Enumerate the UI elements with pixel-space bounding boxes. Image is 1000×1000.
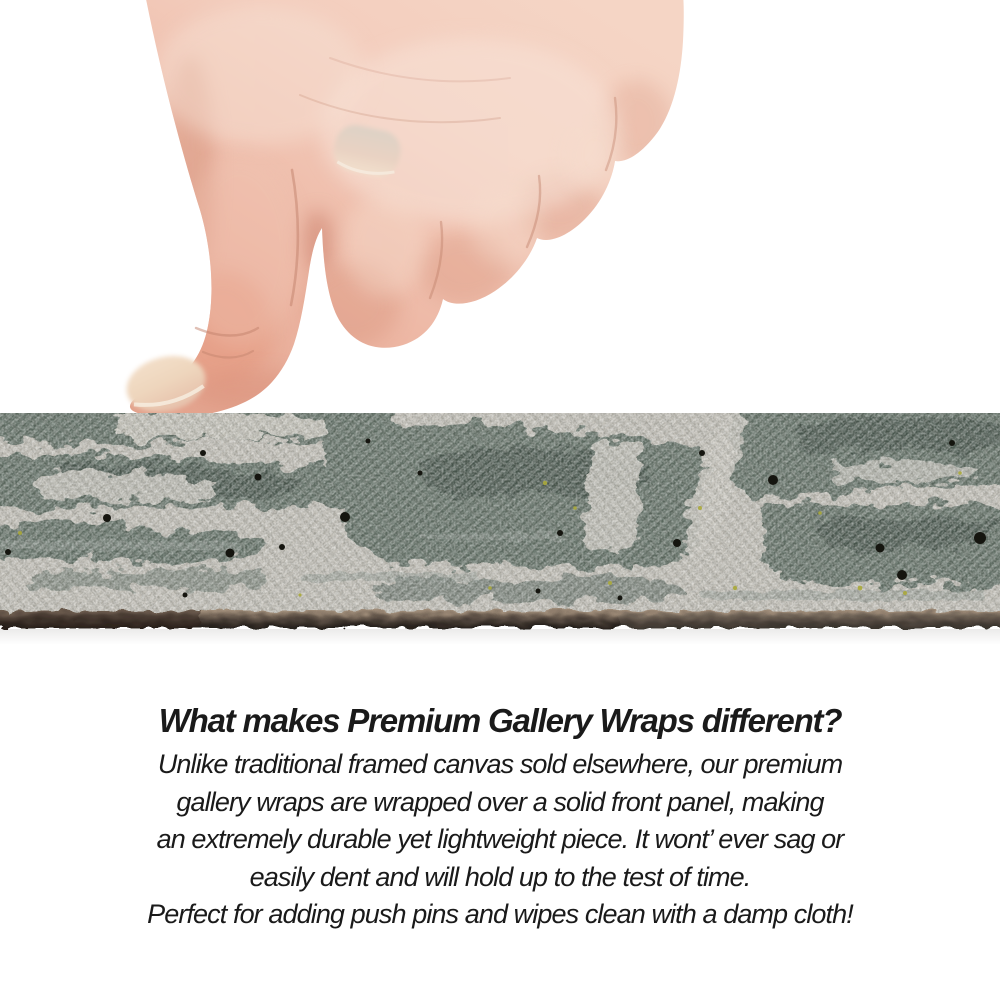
info-line-5: Perfect for adding push pins and wipes clean with a damp cloth! — [147, 899, 853, 929]
info-line-4: easily dent and will hold up to the test of time. — [249, 861, 751, 892]
info-heading: What makes Premium Gallery Wraps different? — [158, 702, 842, 739]
strip-shadow — [0, 629, 1000, 645]
wrap-edge — [0, 611, 1000, 628]
info-line-3: an extremely durable yet lightweight piece. It wont’ ever sag or — [156, 824, 844, 854]
info-line-2: gallery wraps are wrapped over a solid front panel, making — [176, 786, 824, 817]
info-line-1: Unlike traditional framed canvas sold elsewhere, our premium — [157, 749, 843, 779]
grain-light — [0, 413, 1000, 614]
hand-photo — [0, 0, 1000, 417]
info-text-block — [0, 701, 1000, 934]
canvas-edge-photo — [0, 413, 1000, 635]
